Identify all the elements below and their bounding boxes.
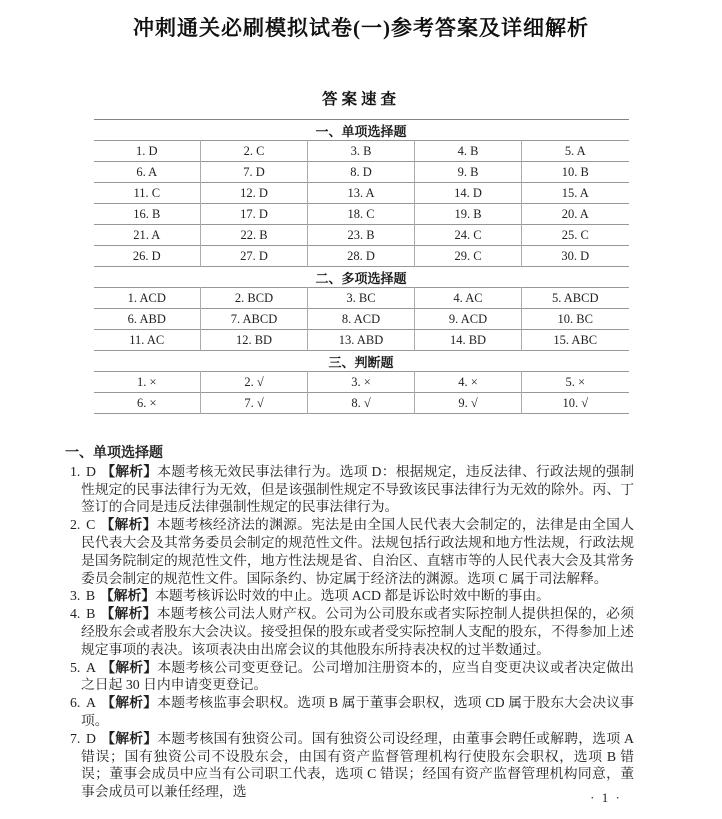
analysis-label: 【解析】 xyxy=(101,463,158,479)
document-title: 冲刺通关必刷模拟试卷(一)参考答案及详细解析 xyxy=(133,16,589,40)
question-answer: A xyxy=(86,695,96,711)
answer-cell: 25. C xyxy=(522,225,629,246)
question-answer: C xyxy=(86,517,96,533)
answer-cell: 2. BCD xyxy=(201,288,308,309)
answer-row xyxy=(94,183,629,204)
answer-cell: 1. D xyxy=(135,143,158,158)
answer-row xyxy=(94,162,629,183)
answer-section-heading: 二、多项选择题 xyxy=(315,270,407,286)
answer-cell: 10. B xyxy=(522,162,629,183)
page-number: · 1 · xyxy=(590,790,622,805)
question-answer: B xyxy=(86,606,96,622)
answer-section-row xyxy=(94,120,629,141)
answer-cell: 4. AC xyxy=(415,288,522,309)
answer-cell: 20. A xyxy=(522,204,629,225)
explanation-list xyxy=(65,463,634,801)
explanation-item xyxy=(70,659,634,695)
answer-cell: 2. √ xyxy=(201,372,308,393)
answer-cell: 9. ACD xyxy=(415,309,522,330)
analysis-label: 【解析】 xyxy=(101,659,158,675)
answer-cell: 3. B xyxy=(308,141,415,162)
answer-row xyxy=(94,141,629,162)
explanation-item xyxy=(70,516,634,587)
analysis-label: 【解析】 xyxy=(101,730,158,746)
explanations-section xyxy=(65,445,634,801)
analysis-label: 【解析】 xyxy=(100,606,157,622)
answer-cell: 6. × xyxy=(136,395,157,410)
answer-row xyxy=(94,246,629,267)
answer-row xyxy=(94,204,629,225)
explanation-item xyxy=(70,587,634,605)
analysis-text: 本题考核公司法人财产权。公司为公司股东或者实际控制人提供担保的，必须经股东会或者股东大会决议。接受担保的股东或者受实际控制人支配的股东，不得参加上述规定事项的表决。该项表决由出席会议的其他股东所持表决权的过半数通过。 xyxy=(81,606,635,657)
quick-answer-title: 答案速查 xyxy=(321,91,400,108)
answer-cell: 23. B xyxy=(308,225,415,246)
question-answer: D xyxy=(86,463,97,479)
answer-cell: 18. C xyxy=(308,204,415,225)
answer-cell: 8. D xyxy=(308,162,415,183)
answer-section-heading: 一、单项选择题 xyxy=(315,123,407,139)
answer-cell: 3. BC xyxy=(308,288,415,309)
answer-cell: 10. BC xyxy=(522,309,629,330)
answer-cell: 26. D xyxy=(132,248,161,263)
question-number: 3. xyxy=(70,588,81,604)
answer-section-heading: 三、判断题 xyxy=(328,354,394,370)
answer-cell: 17. D xyxy=(201,204,308,225)
answer-cell: 4. B xyxy=(415,141,522,162)
analysis-text: 本题考核经济法的渊源。宪法是由全国人民代表大会制定的，法律是由全国人民代表大会及其常务委员会制定的规范性文件。法规包括行政法规和地方性法规，行政法规是国务院制定的规范性文件，地方性法规是省、自治区、直辖市等的人民代表大会及其常务委员会制定的规范性文件。国际条约、协定属于经济法的渊源。选项 C 属于司法解释。 xyxy=(81,517,635,586)
answer-row xyxy=(94,330,629,351)
answer-cell: 4. × xyxy=(415,372,522,393)
answer-cell: 1. × xyxy=(136,374,157,389)
question-answer: B xyxy=(85,588,96,604)
analysis-text: 本题考核无效民事法律行为。选项 D：根据规定，违反法律、行政法规的强制性规定的民事法律行为无效，但是该强制性规定不导致该民事法律行为无效的除外。丙、丁签订的合同是违反法律强制性规定的民事法律行为。 xyxy=(81,463,634,515)
answer-row xyxy=(94,309,629,330)
answer-cell: 19. B xyxy=(415,204,522,225)
analysis-text: 本题考核国有独资公司。国有独资公司设经理，由董事会聘任或解聘，选项 A 错误；国有独资公司不设股东会，由国有资产监督管理机构行使股东会职权，选项 B 错误；董事会成员中应当有公司职工代表，选项 C 错误；经国有资产监督管理机构同意，董事会成员可以兼任经理，选 xyxy=(81,730,634,800)
answer-cell: 15. A xyxy=(522,183,629,204)
answer-cell: 6. A xyxy=(136,164,158,179)
question-number: 1. xyxy=(70,463,81,479)
answer-cell: 11. AC xyxy=(129,332,165,347)
answer-row xyxy=(94,393,629,414)
answer-cell: 13. A xyxy=(308,183,415,204)
answer-cell: 8. ACD xyxy=(308,309,415,330)
answer-cell: 14. BD xyxy=(415,330,522,351)
analysis-text: 本题考核诉讼时效的中止。选项 ACD 都是诉讼时效中断的事由。 xyxy=(155,588,550,604)
answer-section-row xyxy=(94,267,629,288)
answer-cell: 14. D xyxy=(415,183,522,204)
answer-cell: 9. B xyxy=(415,162,522,183)
analysis-label: 【解析】 xyxy=(100,517,157,533)
answer-cell: 27. D xyxy=(201,246,308,267)
answer-cell: 30. D xyxy=(522,246,629,267)
answer-cell: 5. × xyxy=(522,372,629,393)
explanation-item xyxy=(70,463,634,516)
answer-row xyxy=(94,225,629,246)
answer-cell: 2. C xyxy=(201,141,308,162)
answer-cell: 3. × xyxy=(308,372,415,393)
question-number: 2. xyxy=(70,517,81,533)
answer-row xyxy=(94,288,629,309)
answer-section-row xyxy=(94,351,629,372)
question-number: 5. xyxy=(70,659,81,675)
answer-cell: 16. B xyxy=(133,206,161,221)
answer-cell: 1. ACD xyxy=(127,290,166,305)
answer-cell: 5. A xyxy=(522,141,629,162)
answer-cell: 10. √ xyxy=(522,393,629,414)
analysis-label: 【解析】 xyxy=(100,588,156,604)
explanation-item xyxy=(70,694,634,730)
explanations-heading: 一、单项选择题 xyxy=(65,446,163,461)
answer-cell: 11. C xyxy=(133,185,161,200)
answer-cell: 7. D xyxy=(201,162,308,183)
answer-cell: 22. B xyxy=(201,225,308,246)
answer-cell: 28. D xyxy=(308,246,415,267)
answer-cell: 8. √ xyxy=(308,393,415,414)
explanation-item xyxy=(70,730,634,801)
answer-cell: 13. ABD xyxy=(308,330,415,351)
answer-cell: 7. ABCD xyxy=(201,309,308,330)
answer-cell: 21. A xyxy=(133,227,161,242)
answer-cell: 29. C xyxy=(415,246,522,267)
answer-row xyxy=(94,372,629,393)
question-number: 6. xyxy=(70,695,81,711)
analysis-text: 本题考核监事会职权。选项 B 属于董事会职权，选项 CD 属于股东大会决议事项。 xyxy=(81,695,635,728)
question-number: 7. xyxy=(70,730,81,746)
answer-cell: 12. BD xyxy=(201,330,308,351)
answer-cell: 15. ABC xyxy=(522,330,629,351)
answer-cell: 7. √ xyxy=(201,393,308,414)
analysis-label: 【解析】 xyxy=(100,695,158,711)
question-answer: D xyxy=(86,730,97,746)
explanation-item xyxy=(70,605,634,658)
answer-cell: 5. ABCD xyxy=(522,288,629,309)
analysis-text: 本题考核公司变更登记。公司增加注册资本的，应当自变更决议或者决定做出之日起 30 日内申请变更登记。 xyxy=(81,659,635,693)
question-number: 4. xyxy=(70,606,81,622)
question-answer: A xyxy=(86,659,97,675)
answer-cell: 24. C xyxy=(415,225,522,246)
answer-cell: 6. ABD xyxy=(127,311,166,326)
answer-cell: 12. D xyxy=(201,183,308,204)
answer-cell: 9. √ xyxy=(415,393,522,414)
answer-table xyxy=(94,119,629,414)
